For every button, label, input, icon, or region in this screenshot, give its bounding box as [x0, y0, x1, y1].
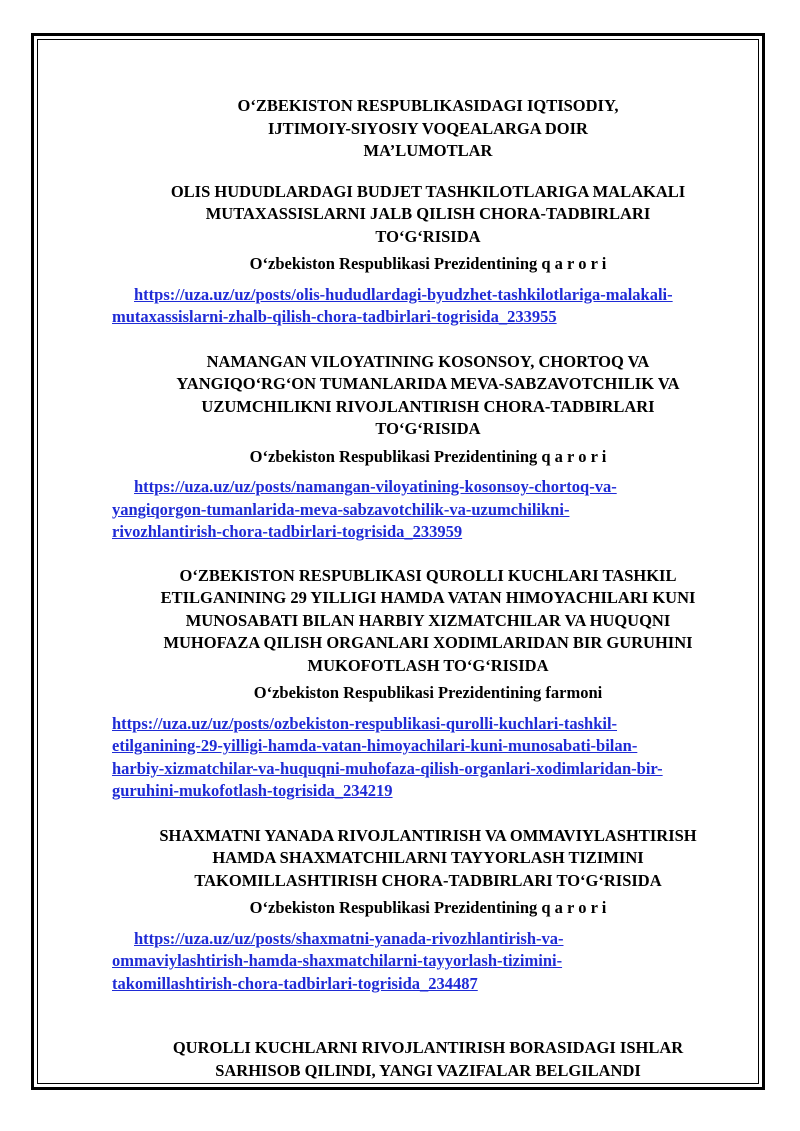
section-5 — [112, 1037, 744, 1082]
section-title: SHAXMATNI YANADA RIVOJLANTIRISH VA OMMAVIYLASHTIRISH HAMDA SHAXMATCHILARNI TAYYORLASH TIZIMINI TAKOMILLASHTIRISH CHORA-TADBIRLARI TO‘G‘RISIDA — [159, 825, 697, 890]
section-title: NAMANGAN VILOYATINING KOSONSOY, CHORTOQ VA YANGIQO‘RG‘ON TUMANLARIDA MEVA-SABZAVOTCHILIK VA UZUMCHILIKNI RIVOJLANTIRISH CHORA-TADBIRLARI TO‘G‘RISIDA — [176, 351, 680, 438]
section-issuer: O‘zbekiston Respublikasi Prezidentining q a r o r i — [249, 898, 607, 917]
section-link[interactable]: https://uza.uz/uz/posts/ozbekiston-respublikasi-qurolli-kuchlari-tashkil- etilganining-29-yilligi-hamda-vatan-himoyachilari-kuni-munosabati-bilan- harbiy-xizmatchilar-va-huquqni-muhofaza-qilish-organlari-xodimlaridan-bir- guruhini-mukofotlash-togrisida_234219 — [112, 713, 663, 800]
section-link[interactable]: https://uza.uz/uz/posts/namangan-viloyatining-kosonsoy-chortoq-va- yangiqorgon-tumanlarida-meva-sabzavotchilik-va-uzumchilikni- rivozhlantirish-chora-tadbirlari-togrisida_233959 — [112, 477, 617, 541]
section-issuer: O‘zbekiston Respublikasi Prezidentining q a r o r i — [249, 254, 607, 273]
section-1 — [112, 181, 744, 329]
section-link[interactable]: https://uza.uz/uz/posts/olis-hududlardagi-byudzhet-tashkilotlariga-malakali- mutaxassislarni-zhalb-qilish-chora-tadbirlari-togrisida_233955 — [112, 284, 673, 326]
section-3 — [112, 565, 744, 803]
section-title: OLIS HUDUDLARDAGI BUDJET TASHKILOTLARIGA MALAKALI MUTAXASSISLARNI JALB QILISH CHORA-TADBIRLARI TO‘G‘RISIDA — [170, 181, 686, 246]
section-title: O‘ZBEKISTON RESPUBLIKASI QUROLLI KUCHLARI TASHKIL ETILGANINING 29 YILLIGI HAMDA VATAN HIMOYACHILARI KUNI MUNOSABATI BILAN HARBIY XIZMATCHILAR VA HUQUQNI MUHOFAZA QILISH ORGANLARI XODIMLARIDAN BIR GURUHINI MUKOFOTLASH TO‘G‘RISIDA — [160, 565, 696, 675]
section-issuer: O‘zbekiston Respublikasi Prezidentining farmoni — [253, 683, 603, 702]
section-4 — [112, 825, 744, 996]
main-heading: O‘ZBEKISTON RESPUBLIKASIDAGI IQTISODIY, IJTIMOIY-SIYOSIY VOQEALARGA DOIR MA’LUMOTLAR — [237, 96, 619, 160]
section-2 — [112, 351, 744, 544]
document-body — [112, 95, 744, 1082]
section-title: QUROLLI KUCHLARNI RIVOJLANTIRISH BORASIDAGI ISHLAR SARHISOB QILINDI, YANGI VAZIFALAR BELGILANDI — [172, 1038, 684, 1080]
section-link[interactable]: https://uza.uz/uz/posts/shaxmatni-yanada-rivozhlantirish-va- ommaviylashtirish-hamda-shaxmatchilarni-tayyorlash-tizimini- takomillashtirish-chora-tadbirlari-togrisida_234487 — [112, 928, 564, 993]
section-issuer: O‘zbekiston Respublikasi Prezidentining q a r o r i — [249, 446, 607, 466]
